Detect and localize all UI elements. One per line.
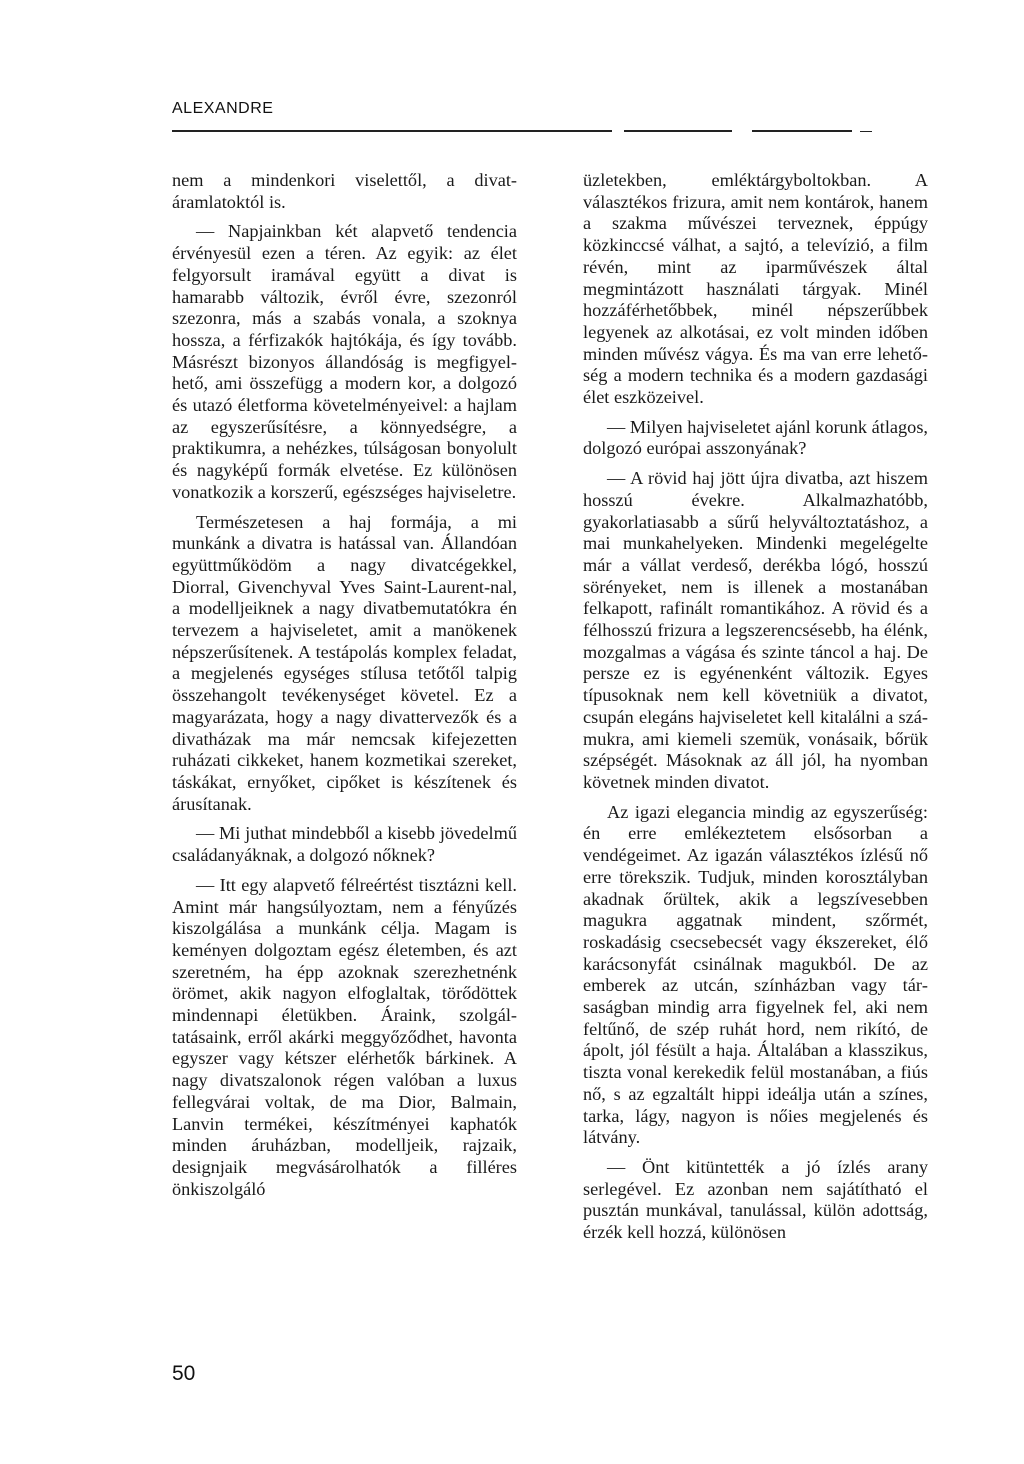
page-number: 50 bbox=[172, 1362, 196, 1385]
paragraph: üzletekben, emléktárgyboltokban. A választékos frizura, amit nem kontárok, hanem a szakma művészei terveznek, éppúgy közkinccsé válhat, a sajtó, a televízió, a film révén, mint az iparművészek által megmintázott használati tárgyak. Minél hozzáférhetőbbek, minél népszerűbbek legyenek az alkotásai, ez volt minden időben minden művész vágya. És ma van erre lehetőség a modern technika és a modern gazdasági élet eszközeivel. bbox=[583, 170, 928, 408]
left-column bbox=[172, 170, 517, 1200]
running-header: ALEXANDRE bbox=[172, 100, 274, 117]
paragraph: — Mi juthat mindebből a kisebb jövedelmű családanyáknak, a dolgozó nőknek? bbox=[172, 823, 517, 866]
paragraph: Természetesen a haj formája, a mi munkánk a divatra is hatással van. Állandóan együttműködöm a nagy divatcégekkel, Diorral, Givenchyval Yves Saint-Laurent-nal, a modelljeiknek a nagy divatbemutatókra én tervezem a hajviseletet, amit a manökenek népszerűsítenek. A testápolás komplex feladat, a megjelenés egységes stílusa tetőtől talpig összehangolt tevékenységet követel. Ez a magyarázata, hogy a nagy divattervezők és a divatházak ma már nemcsak kifejezetten ruházati cikkeket, hanem kozmetikai szereket, táskákat, ernyőket, cipőket is készítenek és árusítanak. bbox=[172, 511, 517, 814]
paragraph: — Önt kitüntették a jó ízlés arany serlegével. Ez azonban nem sajátítható el pusztán munkával, tanulással, külön adottság, érzék kell hozzá, különösen bbox=[583, 1156, 928, 1243]
right-column bbox=[583, 170, 928, 1244]
paragraph: nem a mindenkori viselettől, a divatáramlatoktól is. bbox=[172, 170, 517, 212]
header-rule bbox=[172, 130, 872, 134]
paragraph: — Milyen hajviseletet ajánl korunk átlagos, dolgozó európai asszonyának? bbox=[583, 416, 928, 459]
paragraph: Az igazi elegancia mindig az egyszerűség: én erre emlékeztetem elsősorban a vendégeimet. Az igazán választékos ízlésű nő erre törekszik. Tudjuk, minden korosztályban akadnak őrültek, akik a legszívesebben magukra aggatnak mindent, szőrmét, roskadásig csecsebecsét vagy ékszereket, élő karácsonyfát csinálnak magukból. De az emberek az utcán, színházban vagy társaságban mindig arra figyelnek fel, aki nem feltűnő, de szép ruhát hord, nem rikító, de ápolt, jól fésült a haja. Általában a klasszikus, tiszta vonal kerekedik felül mostanában, a fiús nő, s az egzaltált hippi ideálja után a színes, tarka, lágy, nagyon is nőies megjelenés és látvány. bbox=[583, 801, 928, 1148]
header-rule-segment bbox=[172, 130, 612, 132]
header-rule-segment bbox=[624, 130, 732, 132]
header-rule-segment bbox=[860, 131, 872, 132]
header-rule-segment bbox=[752, 130, 852, 132]
paragraph: — Napjainkban két alapvető tendencia érvényesül ezen a téren. Az egyik: az élet felgyorsult iramával együtt a divat is hamarabb változik, évről évre, szezonról szezonra, más a szabás vonala, a szoknya hossza, a férfizakók hajtókája, és így tovább. Másrészt bizonyos állandóság is megfigyelhető, ami összefügg a modern kor, a dolgozó és utazó életforma követelményeivel: a hajlam az egyszerűsítésre, a könnyedségre, a praktikumra, a nehézkes, túlságosan bonyolult és nagyképű formák elvetése. Ez különösen vonatkozik a korszerű, egészséges hajviseletre. bbox=[172, 221, 517, 502]
paragraph: — Itt egy alapvető félreértést tisztázni kell. Amint már hangsúlyoztam, nem a fényűzés kiszolgálása a munkánk célja. Magam is keményen dolgoztam egész életemben, és azt szeretném, ha épp azoknak szerezhetnénk örömet, akik nagyon elfoglaltak, törődöttek mindennapi életükben. Áraink, szolgáltatásaink, erről akárki meggyőződhet, havonta egyszer vagy kétszer elérhetők bárkinek. A nagy divatszalonok régen valóban a luxus fellegvárai voltak, de ma Dior, Balmain, Lanvin termékei, készítményei kaphatók minden áruházban, modelljeik, rajzaik, designjaik megvásárolhatók a filléres önkiszolgáló bbox=[172, 874, 517, 1199]
paragraph: — A rövid haj jött újra divatba, azt hiszem hosszú évekre. Alkalmazhatóbb, gyakorlatiasabb a sűrű helyváltoztatáshoz, a mai munkahelyeken. Mindenki megelégelte már a vállat verdeső, derékba lógó, hosszú sörényeket, nem is illenek a mostanában felkapott, rafinált romantikához. A rövid és a félhosszú frizura a legszerencsésebb, ha élénk, mozgalmas a vágása és szinte táncol a haj. De persze ez is egyénenként változik. Egyes típusoknak nem kell követniük a divatot, csupán elegáns hajviseletet kell kitalálni a számukra, ami kiemeli szemük, vonásaik, bőrük szépségét. Másoknak az áll jól, ha nyomban követnek minden divatot. bbox=[583, 468, 928, 792]
